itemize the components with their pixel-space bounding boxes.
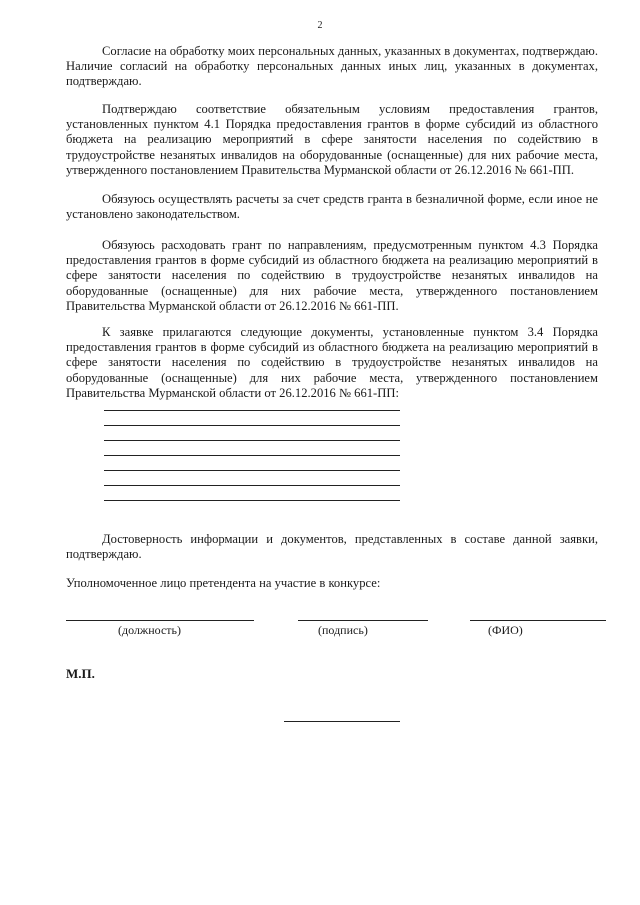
representative-label: Уполномоченное лицо претендента на участие в конкурсе: [66, 576, 381, 590]
reliability-paragraph: Достоверность информации и документов, представленных в составе данной заявки, подтверждаю. [66, 532, 598, 562]
attachment-blank-line[interactable] [104, 485, 400, 486]
name-caption: (ФИО) [488, 623, 523, 637]
position-caption: (должность) [118, 623, 181, 637]
attachment-blank-line[interactable] [104, 440, 400, 441]
consent-paragraph: Согласие на обработку моих персональных данных, указанных в документах, подтверждаю. Наличие согласий на обработку персональных данных иных лиц, указанных в документах, подтверждаю. [66, 44, 598, 89]
signature-caption: (подпись) [318, 623, 368, 637]
name-line[interactable] [470, 620, 606, 621]
seal-label: М.П. [66, 666, 95, 681]
attachment-blank-line[interactable] [104, 455, 400, 456]
bottom-divider [284, 721, 400, 722]
conditions-paragraph: Подтверждаю соответствие обязательным условиям предоставления грантов, установленных пунктом 4.1 Порядка предоставления грантов в форме субсидий из областного бюджета на реализацию мероприятий в сфере занятости населения по содействию в трудоустройстве незанятых инвалидов на оборудованные (оснащенные) для них рабочие места, утвержденного постановлением Правительства Мурманской области от 26.12.2016 № 661-ПП. [66, 102, 598, 177]
payments-paragraph: Обязуюсь осуществлять расчеты за счет средств гранта в безналичной форме, если иное не установлено законодательством. [66, 192, 598, 222]
attachments-paragraph: К заявке прилагаются следующие документы, установленные пунктом 3.4 Порядка предоставления грантов в форме субсидий из областного бюджета на реализацию мероприятий в сфере занятости населения по содействию в трудоустройстве незанятых инвалидов на оборудованные (оснащенные) для них рабочие места, утвержденного постановлением Правительства Мурманской области от 26.12.2016 № 661-ПП: [66, 325, 598, 400]
attachment-blank-line[interactable] [104, 410, 400, 411]
attachment-blank-line[interactable] [104, 470, 400, 471]
position-line[interactable] [66, 620, 254, 621]
attachment-blank-line[interactable] [104, 425, 400, 426]
spending-paragraph: Обязуюсь расходовать грант по направлениям, предусмотренным пунктом 4.3 Порядка предоставления грантов в форме субсидий из областного бюджета на реализацию мероприятий в сфере занятости населения по содействию в трудоустройстве незанятых инвалидов на оборудованные (оснащенные) для них рабочие места, утвержденного постановлением Правительства Мурманской области от 26.12.2016 № 661-ПП. [66, 238, 598, 313]
signature-line[interactable] [298, 620, 428, 621]
page-number: 2 [317, 20, 323, 31]
attachment-blank-line[interactable] [104, 500, 400, 501]
